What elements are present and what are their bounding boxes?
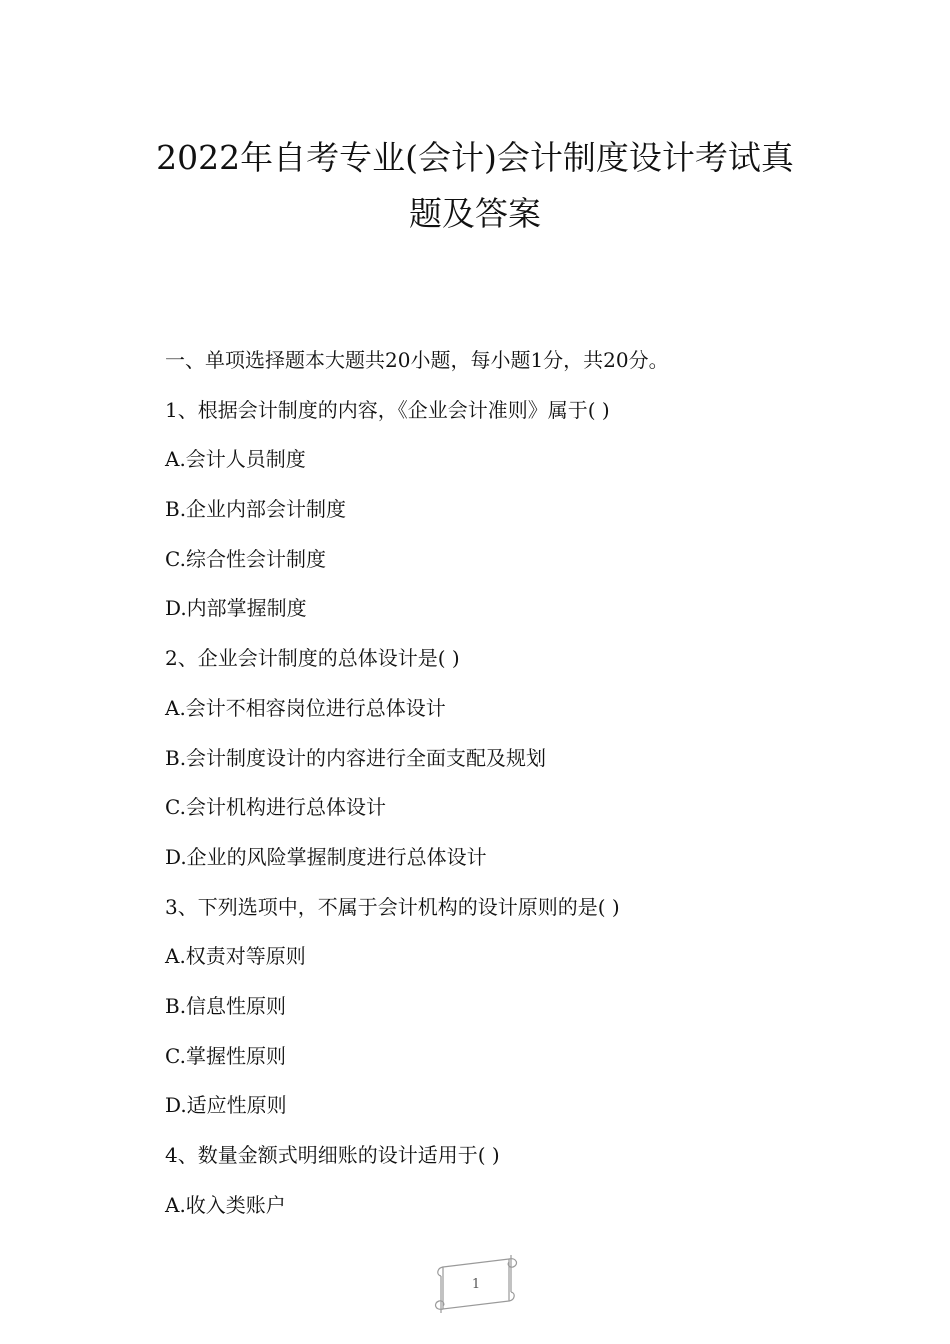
question-4 xyxy=(165,1135,865,1234)
option-d: D.内部掌握制度 xyxy=(165,596,307,621)
section-heading: 一、单项选择题本大题共20小题，每小题1分，共20分。 xyxy=(165,348,669,372)
question-3 xyxy=(165,887,865,1135)
document-title xyxy=(100,130,850,242)
option-b: B.会计制度设计的内容进行全面支配及规划 xyxy=(165,745,547,770)
option-a: A.会计人员制度 xyxy=(165,447,306,472)
option-a: A.收入类账户 xyxy=(165,1192,286,1217)
option-c: C.综合性会计制度 xyxy=(165,546,326,571)
question-stem: 4、数量金额式明细账的设计适用于( ) xyxy=(165,1143,500,1167)
title-line-1: 2022年自考专业(会计)会计制度设计考试真 xyxy=(156,138,794,177)
option-c: C.会计机构进行总体设计 xyxy=(165,795,386,820)
question-1 xyxy=(165,390,865,638)
question-stem: 3、下列选项中，不属于会计机构的设计原则的是( ) xyxy=(165,894,620,919)
option-c: C.掌握性原则 xyxy=(165,1043,286,1068)
page-footer xyxy=(431,1253,521,1319)
document-body xyxy=(165,340,865,1234)
option-a: A.权责对等原则 xyxy=(165,944,306,969)
option-b: B.企业内部会计制度 xyxy=(165,497,347,522)
option-d: D.适应性原则 xyxy=(165,1093,287,1118)
option-a: A.会计不相容岗位进行总体设计 xyxy=(165,695,446,720)
question-stem: 2、企业会计制度的总体设计是( ) xyxy=(165,646,460,671)
question-stem: 1、根据会计制度的内容，《企业会计准则》属于( ) xyxy=(165,397,610,422)
page-number: 1 xyxy=(471,1277,481,1292)
title-line-2: 题及答案 xyxy=(409,194,541,233)
option-d: D.企业的风险掌握制度进行总体设计 xyxy=(165,844,487,869)
option-b: B.信息性原则 xyxy=(165,993,287,1018)
question-2 xyxy=(165,638,865,886)
